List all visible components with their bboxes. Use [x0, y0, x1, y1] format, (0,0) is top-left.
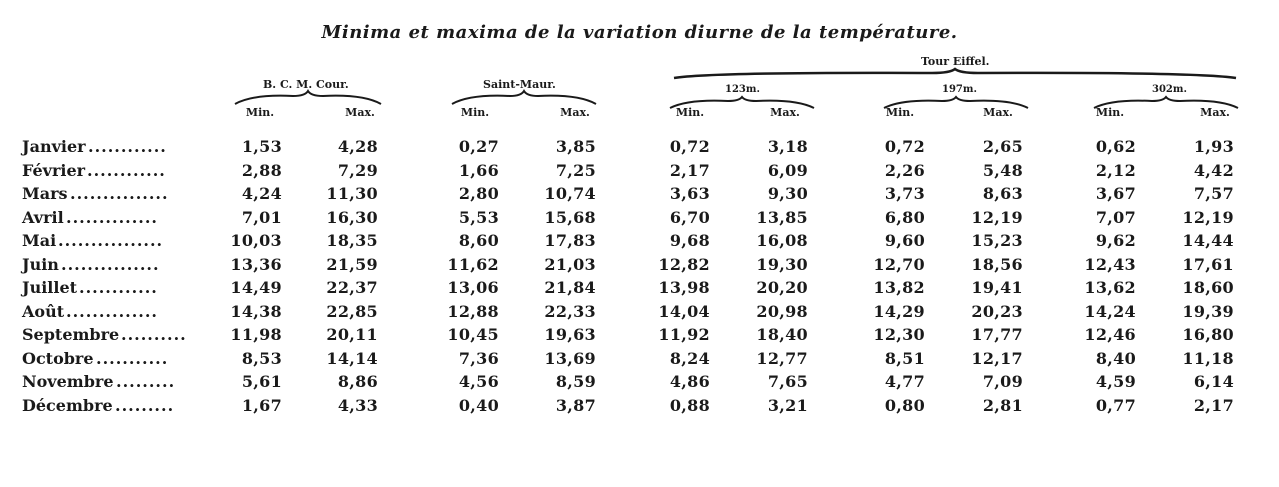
table-cell: 14,49 — [230, 278, 282, 297]
table-cell: 8,24 — [669, 348, 710, 368]
table-cell: 7,01 — [241, 207, 282, 227]
table-cell: 14,14 — [326, 348, 378, 368]
table-cell: 14,38 — [230, 301, 282, 321]
col-head-197-max: Max. — [983, 106, 1013, 119]
table-cell: 12,30 — [873, 325, 925, 344]
table-cell: 12,43 — [1084, 254, 1136, 274]
table-cell: 5,53 — [458, 207, 499, 227]
leader-dots: ................ — [58, 231, 164, 250]
leader-dots: ........... — [96, 348, 169, 368]
group-label-302m: 302m. — [1152, 84, 1187, 95]
group-label-bcm: B. C. M. Cour. — [263, 78, 349, 91]
table-cell: 8,59 — [555, 372, 596, 391]
table-cell: 21,84 — [544, 278, 596, 297]
table-cell: 8,40 — [1095, 348, 1136, 368]
leader-dots: .............. — [66, 207, 158, 227]
table-cell: 15,23 — [971, 231, 1023, 250]
table-cell: 0,40 — [458, 395, 499, 415]
table-cell: 12,82 — [658, 254, 710, 274]
brace-bcm — [233, 90, 383, 106]
table-cell: 15,68 — [544, 207, 596, 227]
table-cell: 8,86 — [337, 372, 378, 391]
table-cell: 8,63 — [982, 184, 1023, 203]
table-cell: 5,61 — [241, 372, 282, 391]
table-cell: 7,29 — [337, 160, 378, 180]
table-cell: 16,30 — [326, 207, 378, 227]
table-cell: 4,24 — [241, 184, 282, 203]
leader-dots: .......... — [121, 325, 187, 344]
table-cell: 3,73 — [884, 184, 925, 203]
table-cell: 8,51 — [884, 348, 925, 368]
table-cell: 0,72 — [884, 137, 925, 156]
col-head-197-min: Min. — [885, 106, 915, 119]
table-cell: 4,56 — [458, 372, 499, 391]
table-cell: 0,80 — [884, 395, 925, 415]
col-head-bcm-max: Max. — [345, 106, 375, 119]
table-cell: 10,74 — [544, 184, 596, 203]
table-cell: 18,60 — [1182, 278, 1234, 297]
leader-dots: ............ — [87, 160, 166, 180]
table-cell: 4,42 — [1193, 160, 1234, 180]
table-cell: 12,19 — [971, 207, 1023, 227]
table-cell: 3,87 — [555, 395, 596, 415]
table-cell: 22,85 — [326, 301, 378, 321]
leader-dots: ......... — [116, 372, 176, 391]
table-cell: 16,08 — [756, 231, 808, 250]
table-cell: 11,62 — [447, 254, 499, 274]
table-cell: 14,04 — [658, 301, 710, 321]
brace-saint-maur — [450, 90, 598, 106]
leader-dots: ......... — [115, 395, 175, 415]
table-cell: 19,41 — [971, 278, 1023, 297]
table-cell: 1,67 — [241, 395, 282, 415]
table-cell: 12,19 — [1182, 207, 1234, 227]
table-cell: 2,65 — [982, 137, 1023, 156]
table-title: Minima et maxima de la variation diurne de la température. — [321, 22, 958, 43]
table-cell: 18,35 — [326, 231, 378, 250]
col-head-sm-min: Min. — [460, 106, 490, 119]
table-cell: 6,14 — [1193, 372, 1234, 391]
table-cell: 8,53 — [241, 348, 282, 368]
table-cell: 9,60 — [884, 231, 925, 250]
table-cell: 3,63 — [669, 184, 710, 203]
group-label-tour-eiffel: Tour Eiffel. — [921, 55, 990, 68]
table-cell: 11,98 — [230, 325, 282, 344]
table-cell: 20,98 — [756, 301, 808, 321]
table-cell: 21,59 — [326, 254, 378, 274]
table-cell: 11,30 — [326, 184, 378, 203]
table-cell: 16,80 — [1182, 325, 1234, 344]
table-cell: 0,62 — [1095, 137, 1136, 156]
table-cell: 20,11 — [326, 325, 378, 344]
table-cell: 2,26 — [884, 160, 925, 180]
leader-dots: ............ — [88, 137, 167, 156]
table-cell: 2,88 — [241, 160, 282, 180]
table-cell: 0,72 — [669, 137, 710, 156]
table-cell: 13,06 — [447, 278, 499, 297]
table-cell: 18,40 — [756, 325, 808, 344]
table-cell: 3,67 — [1095, 184, 1136, 203]
table-cell: 19,30 — [756, 254, 808, 274]
table-cell: 22,37 — [326, 278, 378, 297]
table-cell: 3,21 — [767, 395, 808, 415]
month-label: Mars — [22, 184, 68, 203]
month-label: Juillet — [22, 278, 78, 297]
table-cell: 7,57 — [1193, 184, 1234, 203]
table-cell: 19,39 — [1182, 301, 1234, 321]
table-cell: 2,80 — [458, 184, 499, 203]
month-label: Janvier — [22, 137, 86, 156]
table-cell: 3,85 — [555, 137, 596, 156]
leader-dots: .............. — [66, 301, 158, 321]
table-cell: 14,29 — [873, 301, 925, 321]
table-cell: 5,48 — [982, 160, 1023, 180]
month-label: Août — [22, 301, 65, 321]
table-cell: 0,27 — [458, 137, 499, 156]
table-cell: 17,83 — [544, 231, 596, 250]
col-head-302-min: Min. — [1095, 106, 1125, 119]
month-label: Octobre — [22, 348, 94, 368]
leader-dots: ............... — [61, 254, 160, 274]
table-cell: 10,45 — [447, 325, 499, 344]
month-label: Novembre — [22, 372, 114, 391]
group-label-123m: 123m. — [725, 84, 760, 95]
group-label-197m: 197m. — [942, 84, 977, 95]
col-head-bcm-min: Min. — [245, 106, 275, 119]
table-cell: 0,77 — [1095, 395, 1136, 415]
brace-tour-eiffel — [672, 68, 1238, 84]
table-cell: 1,66 — [458, 160, 499, 180]
table-cell: 0,88 — [669, 395, 710, 415]
table-cell: 13,85 — [756, 207, 808, 227]
table-cell: 13,62 — [1084, 278, 1136, 297]
table-cell: 2,12 — [1095, 160, 1136, 180]
col-head-123-max: Max. — [770, 106, 800, 119]
table-cell: 17,77 — [971, 325, 1023, 344]
table-cell: 7,09 — [982, 372, 1023, 391]
table-cell: 11,18 — [1182, 348, 1234, 368]
month-label: Mai — [22, 231, 57, 250]
col-head-123-min: Min. — [675, 106, 705, 119]
table-cell: 4,77 — [884, 372, 925, 391]
table-cell: 12,46 — [1084, 325, 1136, 344]
table-cell: 13,69 — [544, 348, 596, 368]
table-cell: 20,23 — [971, 301, 1023, 321]
group-label-saint-maur: Saint-Maur. — [483, 78, 556, 91]
table-cell: 11,92 — [658, 325, 710, 344]
col-head-sm-max: Max. — [560, 106, 590, 119]
table-cell: 7,07 — [1095, 207, 1136, 227]
month-label: Février — [22, 160, 86, 180]
table-cell: 10,03 — [230, 231, 282, 250]
month-label: Juin — [22, 254, 59, 274]
table-cell: 6,70 — [669, 207, 710, 227]
table-cell: 7,36 — [458, 348, 499, 368]
table-cell: 6,80 — [884, 207, 925, 227]
table-cell: 2,17 — [1193, 395, 1234, 415]
table-cell: 14,44 — [1182, 231, 1234, 250]
table-cell: 3,18 — [767, 137, 808, 156]
month-label: Décembre — [22, 395, 113, 415]
table-cell: 20,20 — [756, 278, 808, 297]
table-cell: 22,33 — [544, 301, 596, 321]
table-cell: 12,88 — [447, 301, 499, 321]
table-cell: 4,86 — [669, 372, 710, 391]
table-cell: 1,53 — [241, 137, 282, 156]
col-head-302-max: Max. — [1200, 106, 1230, 119]
month-label: Septembre — [22, 325, 120, 344]
table-cell: 13,36 — [230, 254, 282, 274]
table-cell: 4,33 — [337, 395, 378, 415]
leader-dots: ............... — [70, 184, 169, 203]
table-cell: 4,59 — [1095, 372, 1136, 391]
table-cell: 9,68 — [669, 231, 710, 250]
table-cell: 14,24 — [1084, 301, 1136, 321]
table-cell: 1,93 — [1193, 137, 1234, 156]
month-label: Avril — [22, 207, 64, 227]
table-cell: 9,62 — [1095, 231, 1136, 250]
table-cell: 2,17 — [669, 160, 710, 180]
table-cell: 12,70 — [873, 254, 925, 274]
table-cell: 8,60 — [458, 231, 499, 250]
table-cell: 13,98 — [658, 278, 710, 297]
table-cell: 21,03 — [544, 254, 596, 274]
table-cell: 12,17 — [971, 348, 1023, 368]
table-cell: 17,61 — [1182, 254, 1234, 274]
table-cell: 2,81 — [982, 395, 1023, 415]
table-cell: 19,63 — [544, 325, 596, 344]
table-cell: 6,09 — [767, 160, 808, 180]
table-cell: 7,65 — [767, 372, 808, 391]
table-cell: 9,30 — [767, 184, 808, 203]
table-cell: 18,56 — [971, 254, 1023, 274]
table-cell: 13,82 — [873, 278, 925, 297]
table-cell: 12,77 — [756, 348, 808, 368]
table-cell: 7,25 — [555, 160, 596, 180]
leader-dots: ............ — [79, 278, 158, 297]
table-cell: 4,28 — [337, 137, 378, 156]
